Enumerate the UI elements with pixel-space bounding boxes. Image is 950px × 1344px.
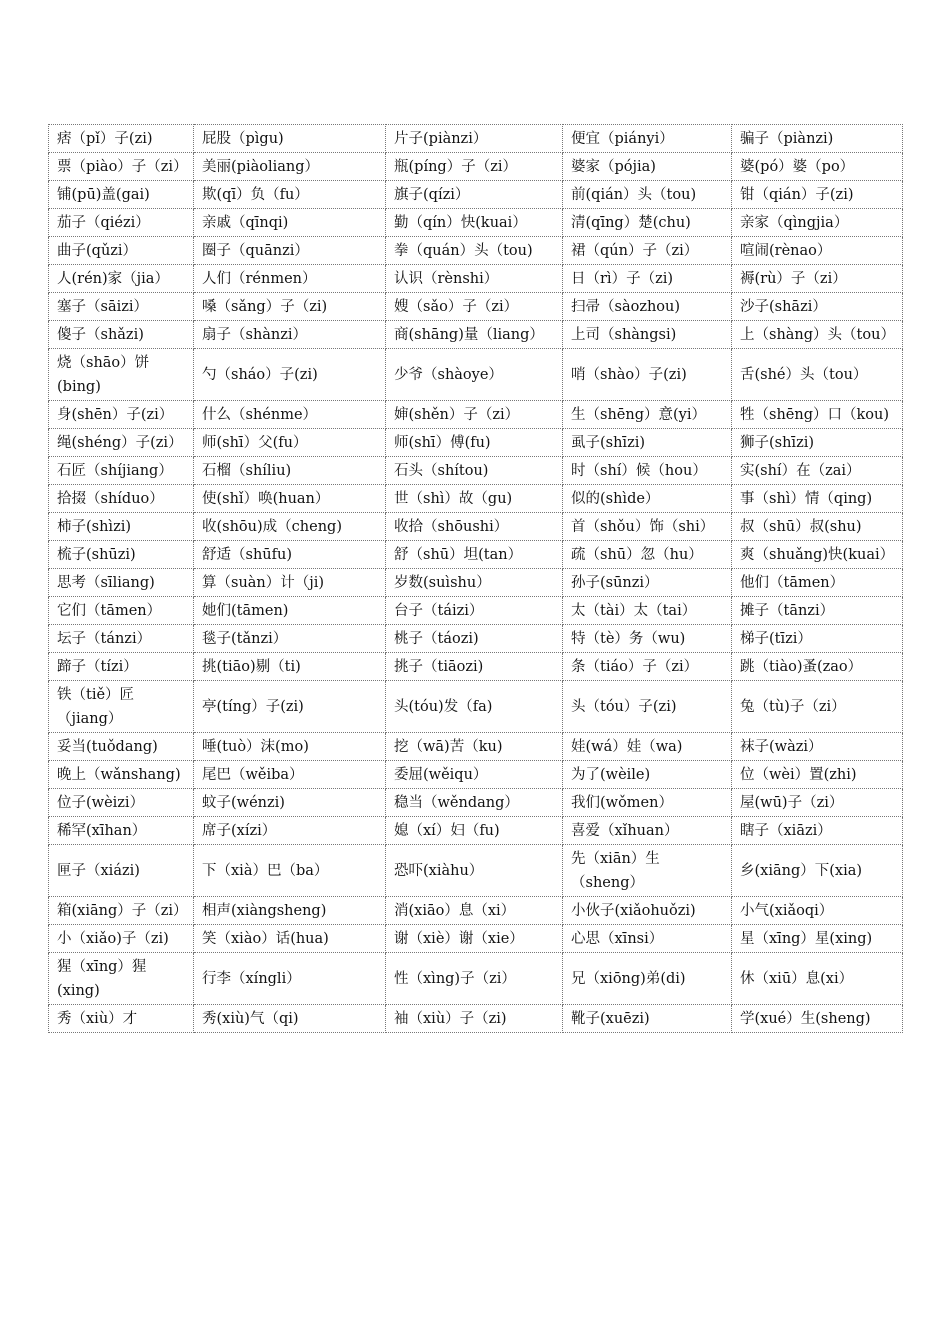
table-cell: 狮子(shīzi) <box>732 429 903 457</box>
table-cell: 梳子(shūzi) <box>49 541 194 569</box>
table-cell: 箱(xiāng）子（zi） <box>49 897 194 925</box>
table-cell: 舒（shū）坦(tan） <box>386 541 563 569</box>
table-cell: 认识（rènshi） <box>386 265 563 293</box>
table-cell: 石匠（shíjiang） <box>49 457 194 485</box>
table-cell: 尾巴（wěiba） <box>194 761 386 789</box>
table-cell: 舒适（shūfu) <box>194 541 386 569</box>
table-cell: 首（shǒu）饰（shi） <box>563 513 732 541</box>
table-cell: 休（xiū）息(xi） <box>732 953 903 1005</box>
table-cell: 特（tè）务（wu) <box>563 625 732 653</box>
table-cell: 嫂（sǎo）子（zi） <box>386 293 563 321</box>
table-cell: 谢（xiè）谢（xie） <box>386 925 563 953</box>
table-cell: 收(shōu)成（cheng) <box>194 513 386 541</box>
table-cell: 匣子（xiázi) <box>49 845 194 897</box>
table-cell: 跳（tiào)蚤(zao） <box>732 653 903 681</box>
table-cell: 媳（xí）妇（fu) <box>386 817 563 845</box>
table-cell: 蚊子(wénzi) <box>194 789 386 817</box>
table-cell: 勺（sháo）子(zi) <box>194 349 386 401</box>
table-cell: 傻子（shǎzi) <box>49 321 194 349</box>
table-cell: 毯子(tǎnzi） <box>194 625 386 653</box>
table-cell: 石榴（shíliu) <box>194 457 386 485</box>
table-cell: 屋(wū)子（zi） <box>732 789 903 817</box>
table-cell: 烧（shāo）饼(bing) <box>49 349 194 401</box>
table-cell: 清(qīng）楚(chu) <box>563 209 732 237</box>
table-cell: 时（shí）候（hou） <box>563 457 732 485</box>
table-cell: 稳当（wěndang） <box>386 789 563 817</box>
table-row <box>49 153 903 181</box>
table-cell: 秀(xiù)气（qi) <box>194 1005 386 1033</box>
pinyin-vocabulary-table <box>48 124 903 1033</box>
table-cell: 小（xiǎo)子（zi) <box>49 925 194 953</box>
table-cell: 委屈(wěiqu） <box>386 761 563 789</box>
table-row <box>49 401 903 429</box>
table-cell: 挖（wā)苦（ku) <box>386 733 563 761</box>
table-cell: 牲（shēng）口（kou) <box>732 401 903 429</box>
table-cell: 亲戚（qīnqi) <box>194 209 386 237</box>
table-cell: 使(shǐ）唤(huan） <box>194 485 386 513</box>
table-cell: 收拾（shōushi） <box>386 513 563 541</box>
table-cell: 他们（tāmen） <box>732 569 903 597</box>
table-cell: 日（rì）子（zi) <box>563 265 732 293</box>
table-cell: 唾(tuò）沫(mo) <box>194 733 386 761</box>
table-row <box>49 733 903 761</box>
table-cell: 虱子(shīzi) <box>563 429 732 457</box>
table-cell: 扇子（shànzi） <box>194 321 386 349</box>
table-cell: 消(xiāo）息（xi） <box>386 897 563 925</box>
table-cell: 心思（xīnsi） <box>563 925 732 953</box>
table-cell: 柿子(shìzi) <box>49 513 194 541</box>
table-cell: 性（xìng)子（zi） <box>386 953 563 1005</box>
table-row <box>49 761 903 789</box>
table-row <box>49 485 903 513</box>
table-cell: 为了(wèile) <box>563 761 732 789</box>
table-cell: 什么（shénme） <box>194 401 386 429</box>
table-row <box>49 925 903 953</box>
table-cell: 上（shàng）头（tou） <box>732 321 903 349</box>
table-cell: 拾掇（shíduo） <box>49 485 194 513</box>
table-row <box>49 237 903 265</box>
table-row <box>49 457 903 485</box>
table-row <box>49 681 903 733</box>
table-row <box>49 125 903 153</box>
table-cell: 袖（xiù）子（zi) <box>386 1005 563 1033</box>
table-cell: 亲家（qìngjia） <box>732 209 903 237</box>
table-cell: 爽（shuǎng)快(kuai） <box>732 541 903 569</box>
table-cell: 沙子(shāzi） <box>732 293 903 321</box>
document-page <box>48 124 902 1033</box>
table-row <box>49 293 903 321</box>
table-cell: 妥当(tuǒdang) <box>49 733 194 761</box>
table-cell: 旗子(qízi） <box>386 181 563 209</box>
table-cell: 岁数(suìshu） <box>386 569 563 597</box>
table-row <box>49 897 903 925</box>
table-cell: 身(shēn）子(zi） <box>49 401 194 429</box>
table-cell: 似的(shìde） <box>563 485 732 513</box>
table-cell: 秀（xiù）才 <box>49 1005 194 1033</box>
table-row <box>49 429 903 457</box>
table-cell: 位（wèi）置(zhi) <box>732 761 903 789</box>
table-cell: 婆家（pójia) <box>563 153 732 181</box>
table-cell: 实(shí）在（zai） <box>732 457 903 485</box>
table-row <box>49 209 903 237</box>
table-cell: 桃子（táozi) <box>386 625 563 653</box>
table-cell: 小气(xiǎoqi） <box>732 897 903 925</box>
table-cell: 人们（rénmen） <box>194 265 386 293</box>
table-row <box>49 953 903 1005</box>
table-cell: 袜子(wàzi） <box>732 733 903 761</box>
table-cell: 疏（shū）忽（hu） <box>563 541 732 569</box>
table-cell: 喧闹(rènao） <box>732 237 903 265</box>
table-cell: 笑（xiào）话(hua) <box>194 925 386 953</box>
table-cell: 票（piào）子（zi） <box>49 153 194 181</box>
table-row <box>49 349 903 401</box>
table-cell: 她们(tāmen) <box>194 597 386 625</box>
table-cell: 靴子(xuēzi) <box>563 1005 732 1033</box>
table-cell: 片子(piànzi） <box>386 125 563 153</box>
table-cell: 太（tài）太（tai） <box>563 597 732 625</box>
table-cell: 屁股（pìgu) <box>194 125 386 153</box>
table-cell: 骗子（piànzi) <box>732 125 903 153</box>
table-cell: 勤（qín）快(kuai） <box>386 209 563 237</box>
table-cell: 叔（shū）叔(shu) <box>732 513 903 541</box>
table-cell: 便宜（piányi） <box>563 125 732 153</box>
table-cell: 婶(shěn）子（zi） <box>386 401 563 429</box>
table-cell: 茄子（qiézi） <box>49 209 194 237</box>
table-cell: 挑子（tiāozi) <box>386 653 563 681</box>
table-cell: 乡(xiāng）下(xia) <box>732 845 903 897</box>
table-cell: 绳(shéng）子(zi） <box>49 429 194 457</box>
table-row <box>49 845 903 897</box>
table-cell: 褥(rù）子（zi） <box>732 265 903 293</box>
table-cell: 师(shī）傅(fu) <box>386 429 563 457</box>
table-row <box>49 541 903 569</box>
table-cell: 瓶(píng）子（zi） <box>386 153 563 181</box>
table-cell: 星（xīng）星(xing) <box>732 925 903 953</box>
table-cell: 塞子（sāizi） <box>49 293 194 321</box>
table-cell: 恐吓(xiàhu） <box>386 845 563 897</box>
table-row <box>49 513 903 541</box>
table-cell: 美丽(piàoliang） <box>194 153 386 181</box>
table-cell: 亭(tíng）子(zi) <box>194 681 386 733</box>
table-cell: 哨（shào）子(zi) <box>563 349 732 401</box>
table-cell: 下（xià）巴（ba） <box>194 845 386 897</box>
table-cell: 痞（pǐ）子(zi) <box>49 125 194 153</box>
table-cell: 算（suàn）计（ji) <box>194 569 386 597</box>
table-cell: 曲子(qǔzi） <box>49 237 194 265</box>
table-cell: 娃(wá）娃（wa) <box>563 733 732 761</box>
table-cell: 铺(pū)盖(gai) <box>49 181 194 209</box>
table-cell: 事（shì）情（qing) <box>732 485 903 513</box>
table-cell: 蹄子（tízi） <box>49 653 194 681</box>
table-row <box>49 265 903 293</box>
table-cell: 行李（xíngli） <box>194 953 386 1005</box>
table-cell: 拳（quán）头（tou) <box>386 237 563 265</box>
table-cell: 嗓（sǎng）子（zi) <box>194 293 386 321</box>
table-cell: 人(rén)家（jia） <box>49 265 194 293</box>
table-cell: 商(shāng)量（liang） <box>386 321 563 349</box>
table-cell: 它们（tāmen） <box>49 597 194 625</box>
table-cell: 猩（xīng）猩(xing) <box>49 953 194 1005</box>
table-cell: 生（shēng）意(yi） <box>563 401 732 429</box>
table-row <box>49 653 903 681</box>
table-cell: 师(shī）父(fu） <box>194 429 386 457</box>
table-cell: 舌(shé）头（tou） <box>732 349 903 401</box>
table-row <box>49 569 903 597</box>
table-row <box>49 789 903 817</box>
table-cell: 稀罕(xīhan） <box>49 817 194 845</box>
table-cell: 婆(pó）婆（po） <box>732 153 903 181</box>
table-cell: 学(xué）生(sheng) <box>732 1005 903 1033</box>
table-cell: 席子(xízi） <box>194 817 386 845</box>
table-cell: 兄（xiōng)弟(di) <box>563 953 732 1005</box>
table-cell: 喜爱（xǐhuan） <box>563 817 732 845</box>
table-cell: 位子(wèizi） <box>49 789 194 817</box>
table-cell: 钳（qián）子(zi) <box>732 181 903 209</box>
table-cell: 我们(wǒmen） <box>563 789 732 817</box>
table-cell: 思考（sīliang) <box>49 569 194 597</box>
table-cell: 世（shì）故（gu) <box>386 485 563 513</box>
table-cell: 欺(qī）负（fu） <box>194 181 386 209</box>
table-cell: 先（xiān）生（sheng） <box>563 845 732 897</box>
table-cell: 头（tóu）子(zi) <box>563 681 732 733</box>
table-cell: 坛子（tánzi） <box>49 625 194 653</box>
table-body <box>49 125 903 1033</box>
table-cell: 瞎子（xiāzi） <box>732 817 903 845</box>
table-cell: 少爷（shàoye） <box>386 349 563 401</box>
table-cell: 前(qián）头（tou) <box>563 181 732 209</box>
table-row <box>49 181 903 209</box>
table-row <box>49 1005 903 1033</box>
table-cell: 孙子(sūnzi） <box>563 569 732 597</box>
table-cell: 石头（shítou) <box>386 457 563 485</box>
table-cell: 台子（táizi） <box>386 597 563 625</box>
table-cell: 兔（tù)子（zi） <box>732 681 903 733</box>
table-row <box>49 625 903 653</box>
table-row <box>49 817 903 845</box>
table-cell: 摊子（tānzi） <box>732 597 903 625</box>
table-cell: 上司（shàngsi) <box>563 321 732 349</box>
table-row <box>49 321 903 349</box>
table-cell: 条（tiáo）子（zi） <box>563 653 732 681</box>
table-cell: 挑(tiāo)剔（ti) <box>194 653 386 681</box>
table-cell: 扫帚（sàozhou) <box>563 293 732 321</box>
table-cell: 小伙子(xiǎohuǒzi) <box>563 897 732 925</box>
table-cell: 头(tóu)发（fa) <box>386 681 563 733</box>
table-cell: 圈子（quānzi） <box>194 237 386 265</box>
table-row <box>49 597 903 625</box>
table-cell: 相声(xiàngsheng) <box>194 897 386 925</box>
table-cell: 晚上（wǎnshang) <box>49 761 194 789</box>
table-cell: 铁（tiě）匠（jiang） <box>49 681 194 733</box>
table-cell: 裙（qún）子（zi） <box>563 237 732 265</box>
table-cell: 梯子(tīzi） <box>732 625 903 653</box>
